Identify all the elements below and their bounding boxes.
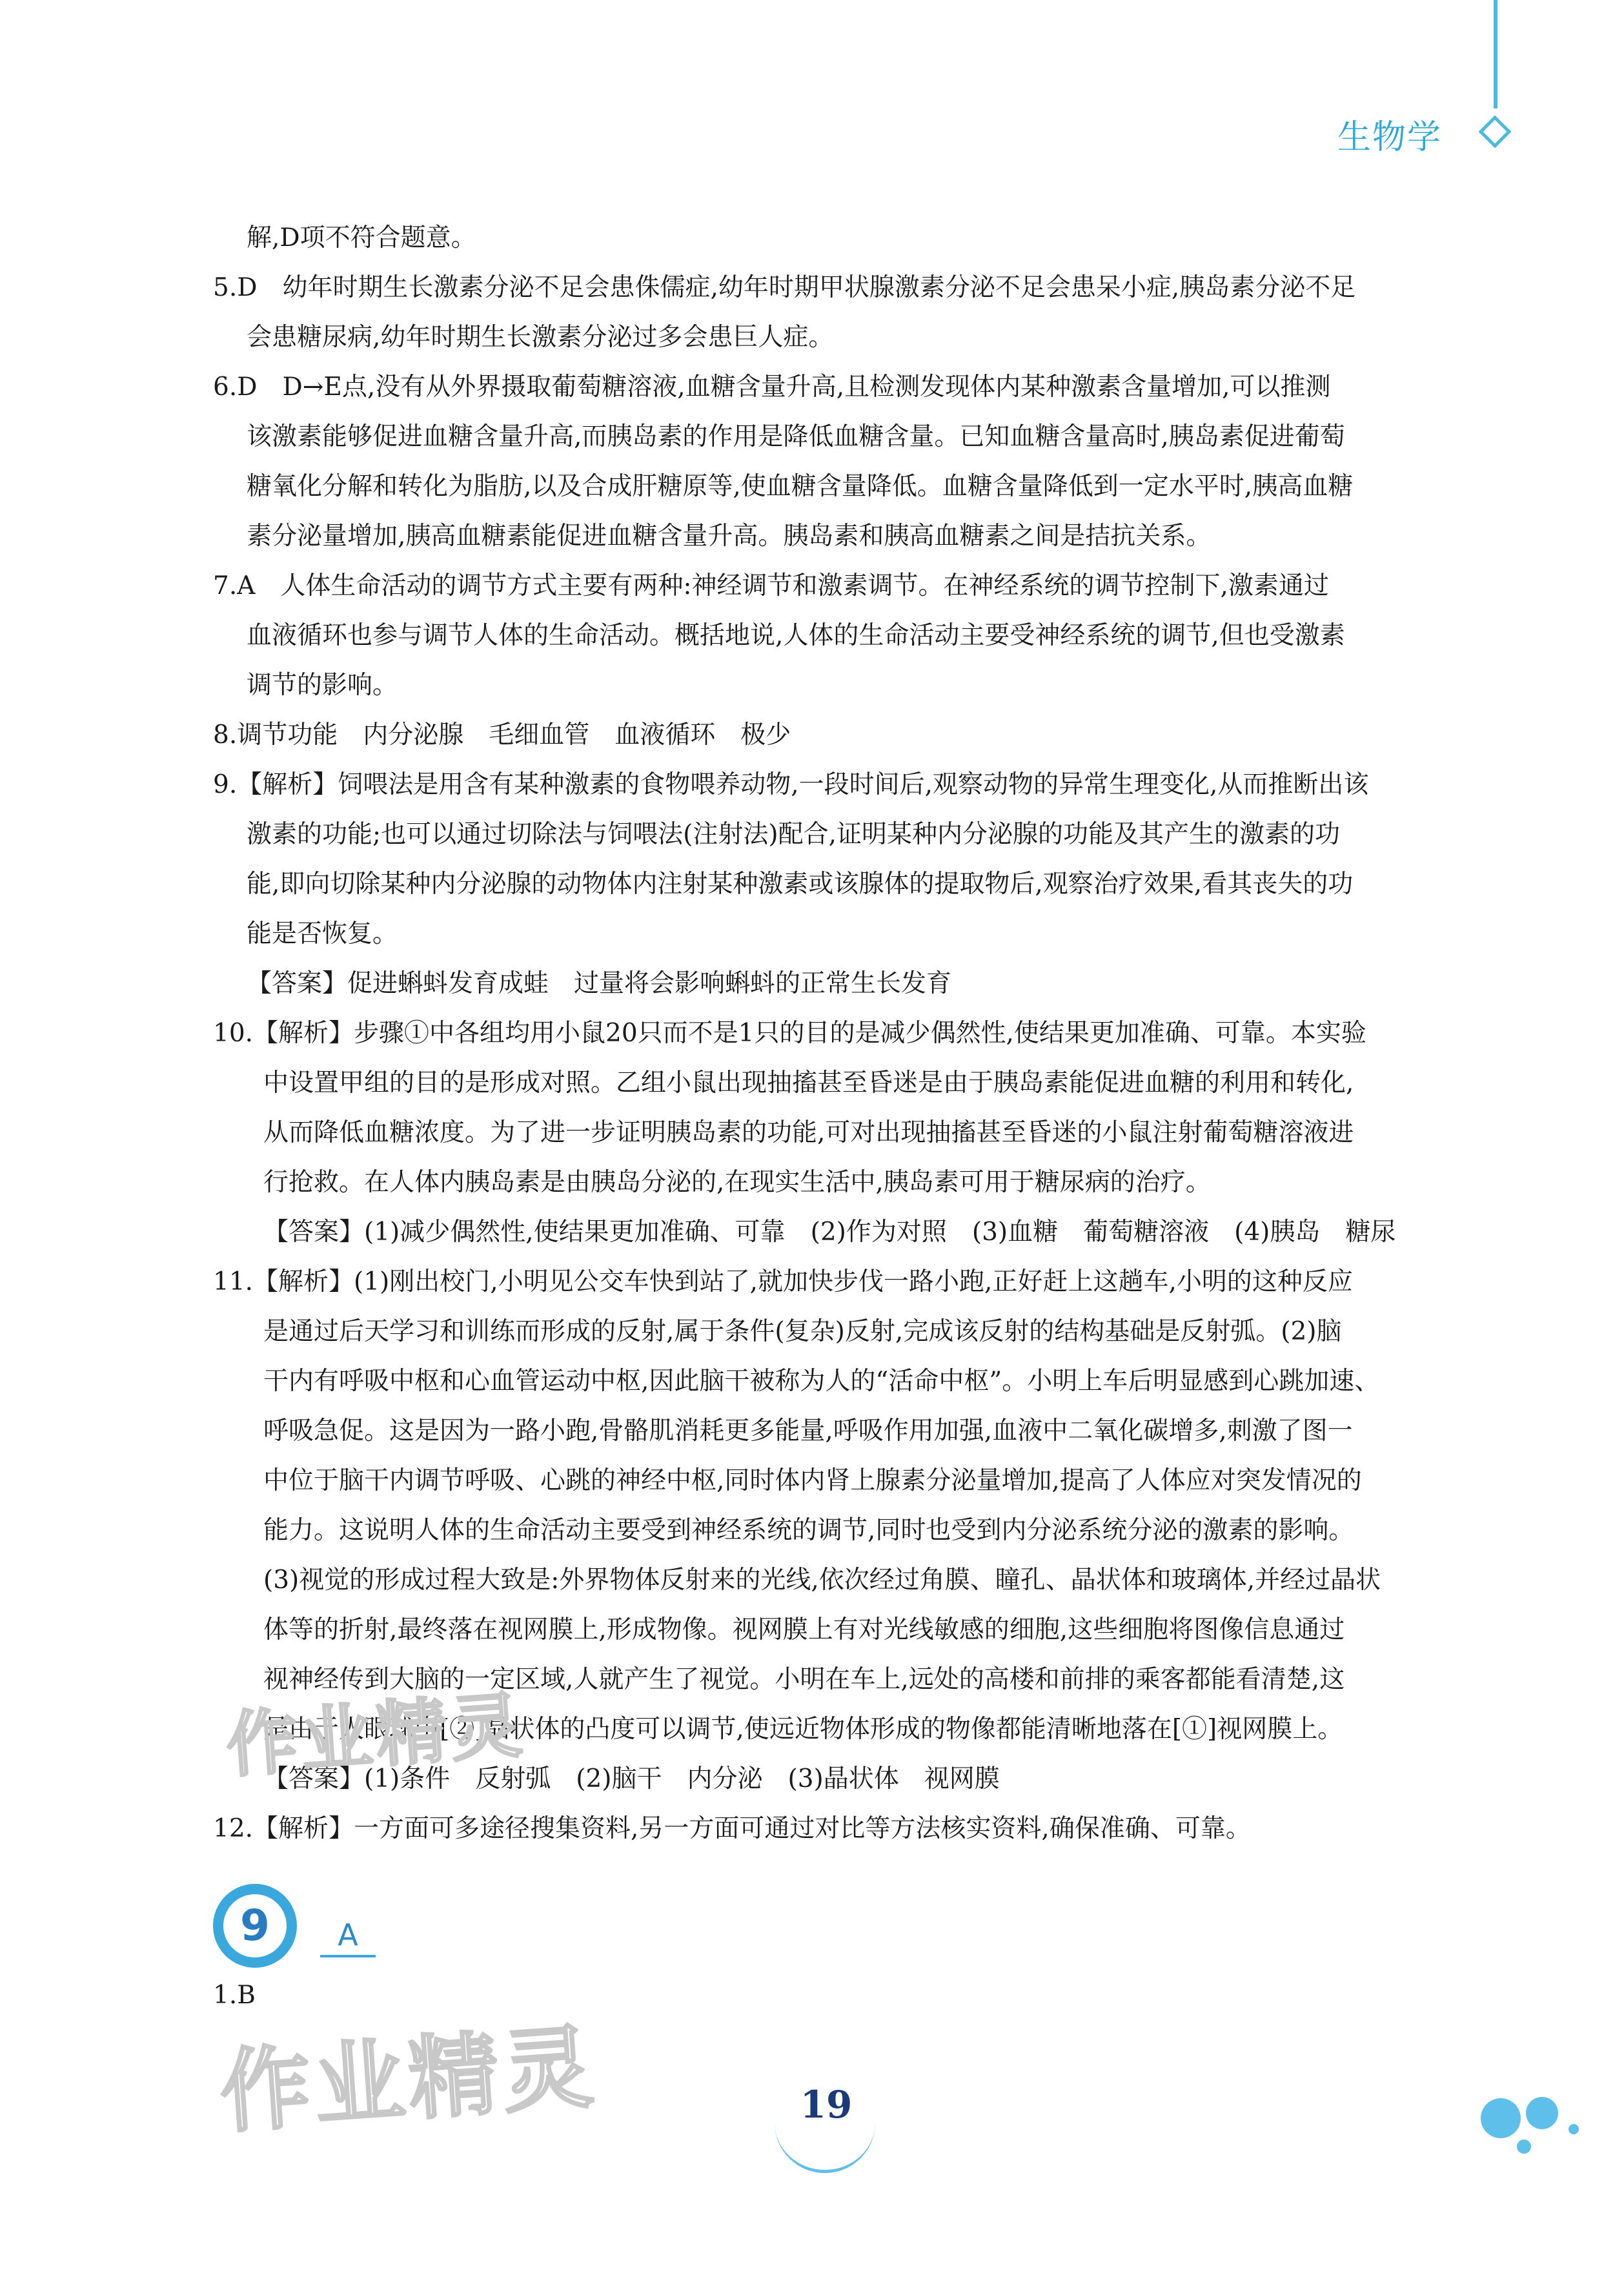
section-level: A (320, 1915, 376, 1957)
text-line: 中设置甲组的目的是形成对照。乙组小鼠出现抽搐甚至昏迷是由于胰岛素能促进血糖的利用和转化, (263, 1068, 1354, 1098)
text-line: 【答案】(1)条件 反射弧 (2)脑干 内分泌 (3)晶状体 视网膜 (263, 1764, 1000, 1793)
text-line: 6.D D→E点,没有从外界摄取葡萄糖溶液,血糖含量升高,且检测发现体内某种激素含量增加,可以推测 (213, 373, 1331, 402)
text-line: 【答案】促进蝌蚪发育成蛙 过量将会影响蝌蚪的正常生长发育 (247, 969, 952, 998)
text-line: 从而降低血糖浓度。为了进一步证明胰岛素的功能,可对出现抽搐甚至昏迷的小鼠注射葡萄糖溶液进 (263, 1118, 1354, 1147)
text-line: 7.A 人体生命活动的调节方式主要有两种:神经调节和激素调节。在神经系统的调节控制下,激素通过 (213, 571, 1329, 600)
text-line: 中位于脑干内调节呼吸、心跳的神经中枢,同时体内肾上腺素分泌量增加,提高了人体应对突发情况的 (263, 1466, 1362, 1495)
text-line: 干内有呼吸中枢和心血管运动中枢,因此脑干被称为人的“活命中枢”。小明上车后明显感到心跳加速、 (263, 1367, 1380, 1396)
bubble-decoration-icon (1472, 2085, 1601, 2163)
text-line: 调节的影响。 (247, 671, 398, 700)
text-line: 能,即向切除某种内分泌腺的动物体内注射某种激素或该腺体的提取物后,观察治疗效果,看其丧失的功 (247, 870, 1354, 899)
text-line: 会患糖尿病,幼年时期生长激素分泌过多会患巨人症。 (247, 323, 834, 352)
text-line: 10.【解析】步骤①中各组均用小鼠20只而不是1只的目的是减少偶然性,使结果更加准确、可靠。本实验 (213, 1019, 1366, 1048)
section-badge (213, 1884, 297, 1968)
section-number: 9 (223, 1894, 287, 1957)
text-line: 该激素能够促进血糖含量升高,而胰岛素的作用是降低血糖含量。已知血糖含量高时,胰岛素促进葡萄 (247, 422, 1345, 451)
text-line: 11.【解析】(1)刚出校门,小明见公交车快到站了,就加快步伐一路小跑,正好赶上这趟车,小明的这种反应 (213, 1267, 1353, 1296)
text-line: 激素的功能;也可以通过切除法与饲喂法(注射法)配合,证明某种内分泌腺的功能及其产生的激素的功 (247, 820, 1340, 849)
answer-item: 1.B (213, 1981, 256, 2010)
answer-content (213, 213, 1439, 1854)
page-number: 19 (775, 2072, 878, 2137)
text-line: (3)视觉的形成过程大致是:外界物体反射来的光线,依次经过角膜、瞳孔、晶状体和玻璃体,并经过晶状 (263, 1566, 1381, 1595)
text-line: 解,D项不符合题意。 (247, 223, 476, 252)
text-line: 能力。这说明人体的生命活动主要受到神经系统的调节,同时也受到内分泌系统分泌的激素的影响。 (263, 1516, 1354, 1545)
text-line: 素分泌量增加,胰高血糖素能促进血糖含量升高。胰岛素和胰高血糖素之间是拮抗关系。 (247, 522, 1212, 551)
text-line: 视神经传到大脑的一定区域,人就产生了视觉。小明在车上,远处的高楼和前排的乘客都能看清楚,这 (263, 1665, 1345, 1694)
text-line: 是通过后天学习和训练而形成的反射,属于条件(复杂)反射,完成该反射的结构基础是反射弧。(2)脑 (263, 1317, 1342, 1346)
watermark-text: 作业精灵 (223, 1683, 529, 1788)
text-line: 【答案】(1)减少偶然性,使结果更加准确、可靠 (2)作为对照 (3)血糖 葡萄糖溶液 (4)胰岛 糖尿 (263, 1218, 1396, 1247)
diamond-icon (1479, 116, 1512, 148)
text-line: 12.【解析】一方面可多途径搜集资料,另一方面可通过对比等方法核实资料,确保准确、可靠。 (213, 1814, 1251, 1843)
text-line: 8.调节功能 内分泌腺 毛细血管 血液循环 极少 (213, 720, 791, 750)
text-line: 能是否恢复。 (247, 919, 398, 948)
text-line: 是由于人眼球中[②]晶状体的凸度可以调节,使远近物体形成的物像都能清晰地落在[①]视网膜上。 (263, 1715, 1343, 1744)
text-line: 血液循环也参与调节人体的生命活动。概括地说,人体的生命活动主要受神经系统的调节,但也受激素 (247, 621, 1345, 650)
subject-title: 生物学 (1337, 118, 1442, 157)
text-line: 糖氧化分解和转化为脂肪,以及合成肝糖原等,使血糖含量降低。血糖含量降低到一定水平时,胰高血糖 (247, 472, 1354, 501)
text-line: 呼吸急促。这是因为一路小跑,骨骼肌消耗更多能量,呼吸作用加强,血液中二氧化碳增多,刺激了图一 (263, 1416, 1353, 1445)
text-line: 9.【解析】饲喂法是用含有某种激素的食物喂养动物,一段时间后,观察动物的异常生理变化,从而推断出该 (213, 770, 1369, 799)
text-line: 5.D 幼年时期生长激素分泌不足会患侏儒症,幼年时期甲状腺激素分泌不足会患呆小症,胰岛素分泌不足 (213, 273, 1356, 302)
text-line: 行抢救。在人体内胰岛素是由胰岛分泌的,在现实生活中,胰岛素可用于糖尿病的治疗。 (263, 1168, 1211, 1197)
text-line: 体等的折射,最终落在视网膜上,形成物像。视网膜上有对光线敏感的细胞,这些细胞将图像信息通过 (263, 1615, 1345, 1644)
watermark-logo: 作业精灵 (216, 2014, 600, 2147)
corner-decoration-line (1494, 0, 1497, 108)
